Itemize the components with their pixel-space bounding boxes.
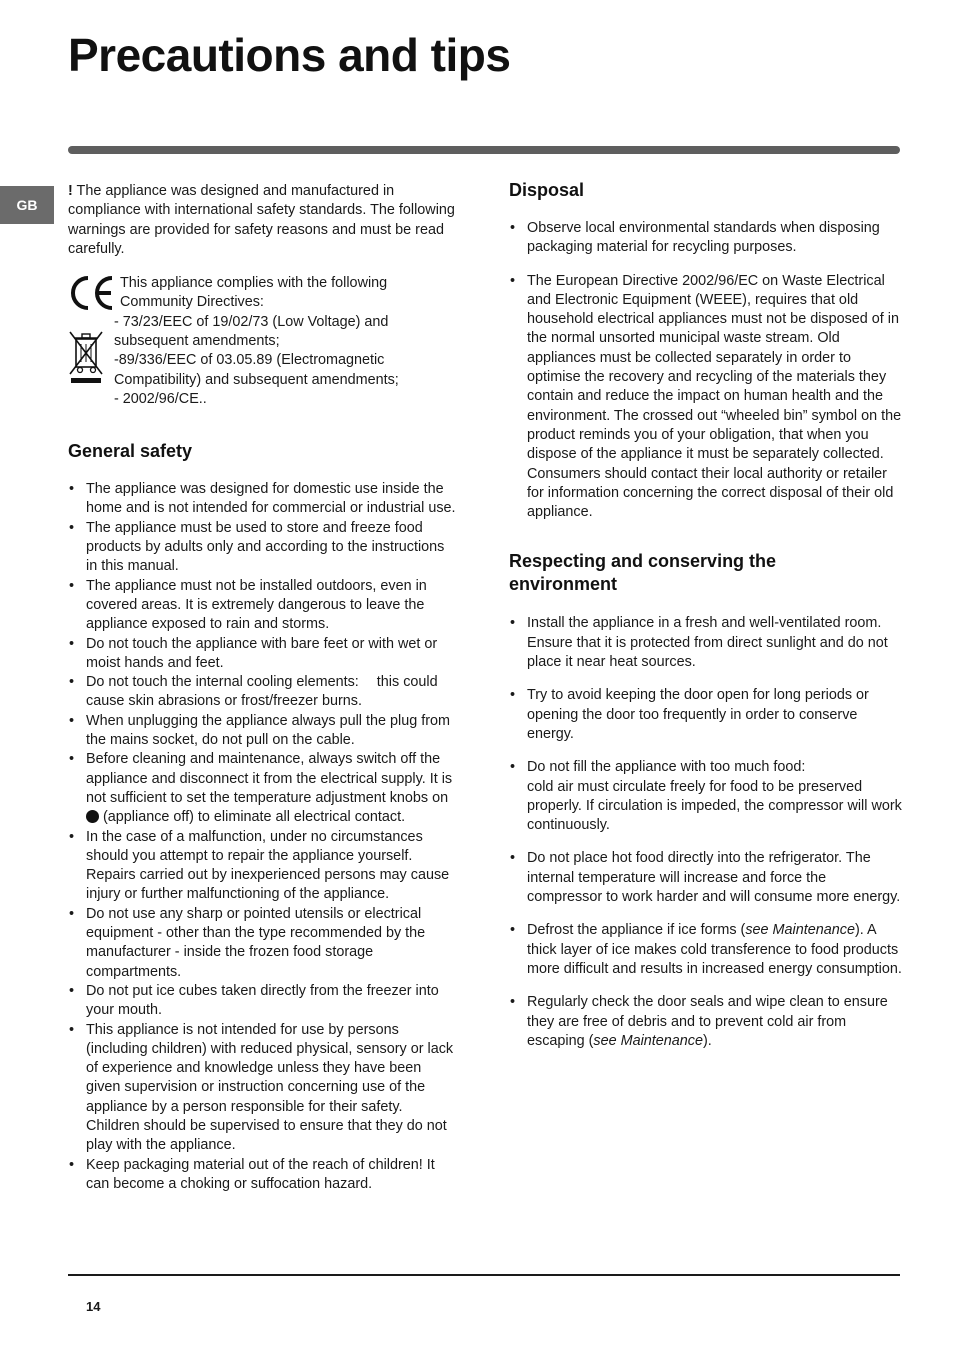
list-item-text: Defrost the appliance if ice forms (: [527, 922, 746, 939]
directive-line: - 73/23/EEC of 19/02/73 (Low Voltage) and: [114, 313, 389, 330]
directive-line: Community Directives:: [120, 294, 264, 311]
intro-text: The appliance was designed and manufactured in compliance with international safety standards. The following warnings are provided for safety reasons and must be read carefully.: [68, 183, 455, 257]
directive-line: subsequent amendments;: [114, 333, 280, 350]
intro-paragraph: [68, 182, 458, 259]
list-item: • Do not place hot food directly into the refrigerator. The internal temperature will increase and force the compressor to work harder and will consume more energy.: [509, 849, 905, 907]
list-item-text: cold air must circulate freely for food to be preserved properly. If circulation is impeded, the compressor will work continuously.: [527, 778, 902, 834]
list-item: [509, 921, 905, 979]
language-tab: GB: [0, 186, 54, 224]
list-item: • This appliance is not intended for use by persons (including children) with reduced physical, sensory or lack of experience and knowledge unless they have been given supervision or instruction concerning use of the appliance by a person responsible for their safety. Children should be supervised to ensure that they do not play with the appliance.: [68, 1021, 458, 1156]
directives-text: [114, 274, 464, 409]
crossed-bin-icon: [68, 330, 104, 386]
list-item-text: ). A thick layer of ice makes cold transference to food products more difficult and results in increased energy consumption.: [527, 922, 902, 977]
directive-line: Compatibility) and subsequent amendments;: [114, 371, 399, 388]
list-item: • When unplugging the appliance always pull the plug from the mains socket, do not pull on the cable.: [68, 712, 458, 751]
list-item-text: Consumers should contact their local authority or retailer for information concerning the correct disposal of their old appliance.: [527, 465, 894, 521]
list-item: • The appliance was designed for domestic use inside the home and is not intended for commercial or industrial use.: [68, 480, 458, 519]
list-item: • Observe local environmental standards when disposing packaging material for recycling purposes.: [509, 219, 905, 258]
list-item: [509, 993, 905, 1051]
directive-line: This appliance complies with the following: [120, 275, 388, 292]
maintenance-reference: see Maintenance: [593, 1032, 704, 1049]
directive-line: -89/336/EEC of 03.05.89 (Electromagnetic: [114, 352, 385, 369]
disposal-heading: Disposal: [509, 180, 585, 200]
list-item-text: Do not touch the internal cooling elements:: [86, 674, 359, 691]
directive-line: - 2002/96/CE..: [114, 390, 207, 407]
directives-block: [68, 274, 458, 407]
disposal-list: [509, 219, 905, 522]
list-item: • Keep packaging material out of the reach of children! It can become a choking or suffocation hazard.: [68, 1156, 458, 1195]
general-safety-list: [68, 480, 458, 1194]
list-item: • Try to avoid keeping the door open for long periods or opening the door too frequently in order to conserve energy.: [509, 686, 905, 744]
list-item: [68, 673, 458, 712]
list-item: • Do not use any sharp or pointed utensils or electrical equipment - other than the type recommended by the manufacturer - inside the frozen food storage compartments.: [68, 905, 458, 982]
page-title: Precautions and tips: [68, 29, 511, 81]
environment-list: [509, 614, 905, 1051]
list-item: [509, 272, 905, 523]
list-item: [509, 758, 905, 835]
header-rule: [68, 146, 900, 154]
list-item-text: (appliance off) to eliminate all electrical contact.: [99, 809, 406, 826]
list-item: • Install the appliance in a fresh and well-ventilated room. Ensure that it is protected from direct sunlight and do not place it near heat sources.: [509, 614, 905, 672]
list-item-text: Regularly check the door seals and wipe clean to ensure they are free of debris and to prevent cold air from escaping (: [527, 994, 888, 1049]
footer-rule: [68, 1274, 900, 1276]
list-item: • Do not put ice cubes taken directly from the freezer into your mouth.: [68, 982, 458, 1021]
left-column: [68, 182, 458, 1194]
list-item: • Do not touch the appliance with bare feet or with wet or moist hands and feet.: [68, 635, 458, 674]
off-position-icon: [86, 810, 99, 823]
list-item-text: this could cause skin abrasions or frost/freezer burns.: [86, 674, 438, 710]
list-item: [68, 750, 458, 827]
list-item-text: Do not fill the appliance with too much food:: [527, 759, 806, 776]
list-item-text: Before cleaning and maintenance, always switch off the appliance and disconnect it from the electrical supply. It is not sufficient to set the temperature adjustment knobs on: [86, 751, 453, 806]
list-item: • The appliance must not be installed outdoors, even in covered areas. It is extremely dangerous to leave the appliance exposed to rain and storms.: [68, 577, 458, 635]
list-item: • The appliance must be used to store and freeze food products by adults only and according to the instructions in this manual.: [68, 519, 458, 577]
list-item: • In the case of a malfunction, under no circumstances should you attempt to repair the appliance yourself. Repairs carried out by inexperienced persons may cause injury or further malfunctioning of the appliance.: [68, 828, 458, 905]
warning-mark: !: [68, 183, 73, 199]
list-item-text: ).: [703, 1032, 712, 1049]
right-column: [509, 182, 905, 1065]
general-safety-heading: General safety: [68, 441, 193, 462]
page-number: 14: [86, 1299, 101, 1314]
environment-heading: Respecting and conserving the environment: [509, 551, 777, 595]
maintenance-reference: see Maintenance: [745, 922, 855, 939]
ce-mark-icon: [68, 274, 116, 312]
list-item-text: The European Directive 2002/96/EC on Waste Electrical and Electronic Equipment (WEEE), requires that old household electrical appliances must not be disposed of in the normal unsorted municipal waste stream. Old appliances must be collected separately in order to optimise the recovery and recycling of the materials they contain and reduce the impact on human health and the environment. The crossed out “wheeled bin” symbol on the product reminds you of your obligation, that when you dispose of the appliance it must be separately collected.: [527, 272, 902, 463]
